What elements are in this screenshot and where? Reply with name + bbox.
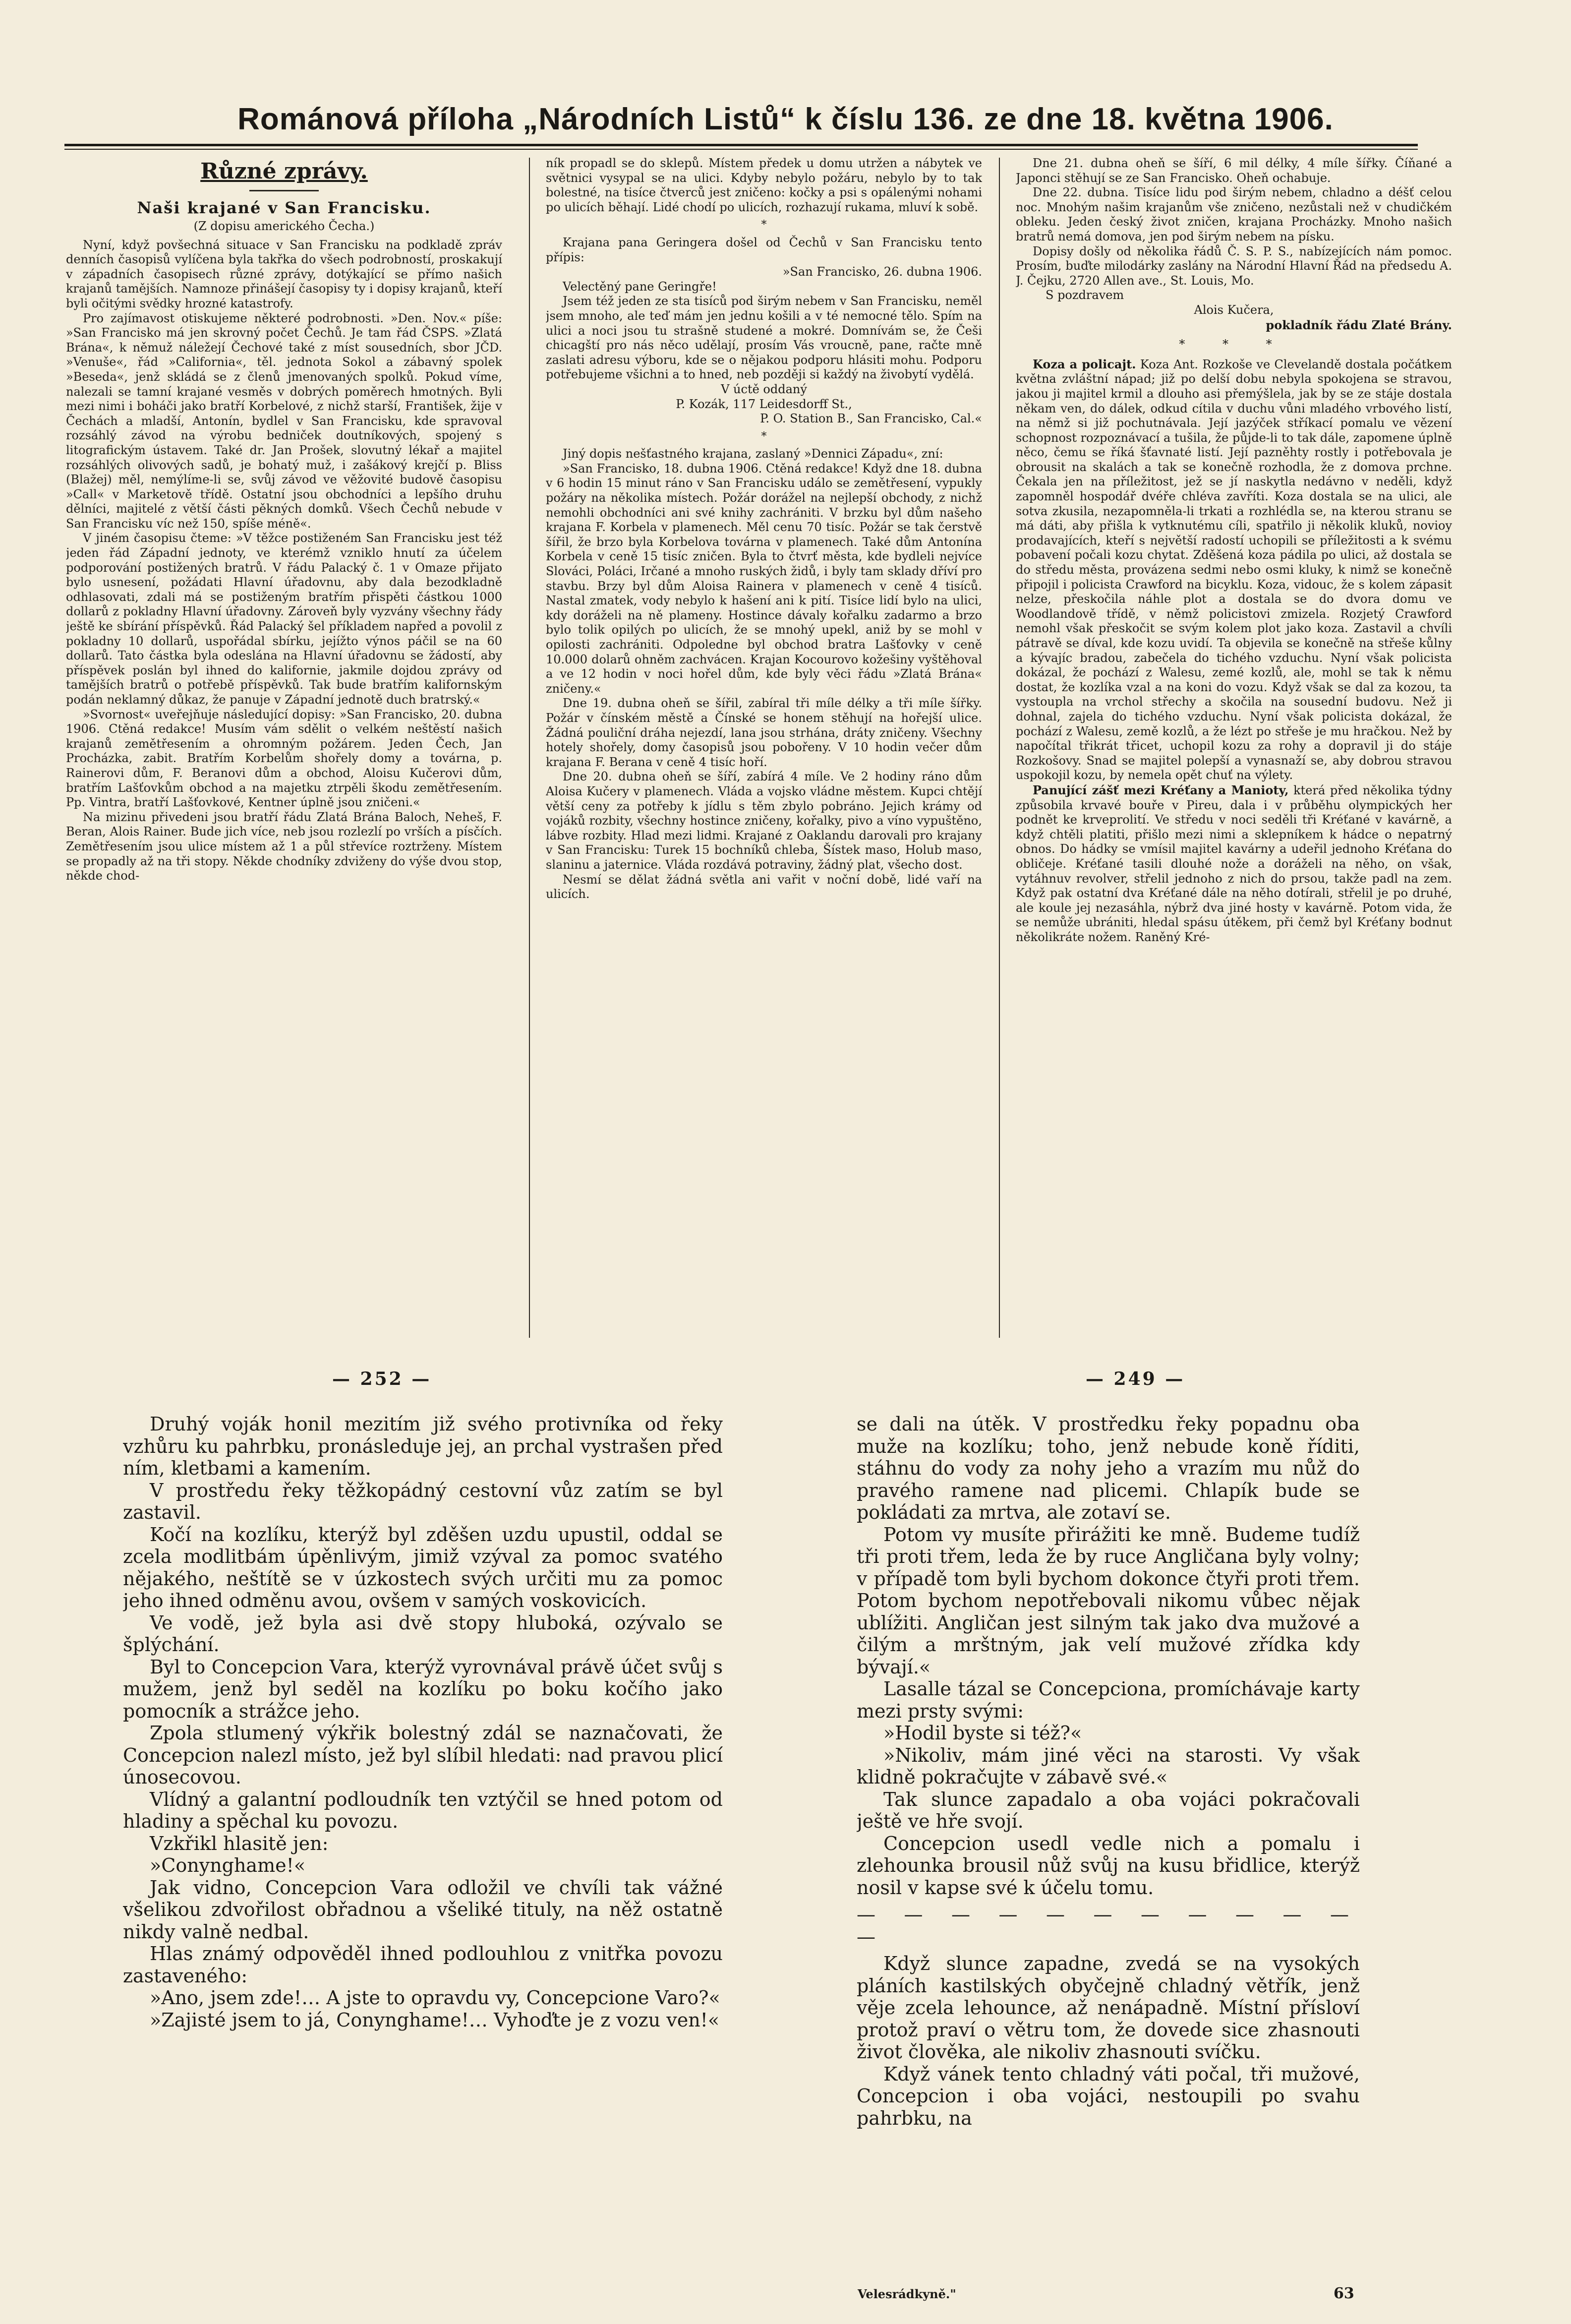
novel-paragraph: Druhý voják honil mezitím již svého protivníka od řeky vzhůru ku pahrbku, pronásleduje jej, an prchal vystrašen před ním, kletbami a kamením. [123, 1413, 723, 1479]
column-2 [546, 156, 982, 1336]
separator-star: * [761, 219, 767, 232]
novel-paragraph: V prostředu řeky těžkopádný cestovní vůz zatím se byl zastavil. [123, 1479, 723, 1523]
letter-closing: V úctě oddaný [721, 382, 807, 396]
novel-paragraph: Hlas známý odpověděl ihned podlouhlou z vnitřka povozu zastaveného: [123, 1943, 723, 1987]
novel-paragraph: »Ano, jsem zde!… A jste to opravdu vy, Concepcione Varo?« [150, 1987, 720, 2009]
letter-paragraph: »San Francisko, 18. dubna 1906. Ctěná redakce! Když dne 18. dubna v 6 hodin 15 minut ráno v San Francisku událo se zemětřesení, vypukly požáry na několika místech. Požár dorážel na nejlepší obchody, z nichž nemohli obchodníci ani své knihy zachrániti. V brzku byl dům našeho krajana F. Korbela v plamenech. Měl cenu 70 tisíc. Požár se tak čerstvě šířil, že brzo byla Korbelova továrna v plamenech. Také dům Antonína Korbela v ceně 15 tisíc zničen. Byla to čtvrť města, kde bydleli nejvíce Slováci, Poláci, Irčané a mnoho ruských židů, i byly tam sklady dříví pro stavbu. Brzy byl dům Aloisa Rainera v plamenech v ceně 4 tisíců. Nastal zmatek, vody nebylo k hašení ani k pití. Tisíce lidí bylo na ulici, kdy doráželi na ně plameny. Hostince dávaly kořalku zadarmo a brzo bylo tolik opilých po ulicích, že se mnohý upekl, aniž by se mohl v opilosti zachrániti. Odpoledne byl obchod bratra Lašťovky v ceně 10.000 dolarů ohněm zachvácen. Krajan Kocourovo kožešiny vyštěhoval a ve 12 hodin v noci hořel dům, kde byly věci řádu »Zlatá Brána« zničeny.« [546, 461, 982, 696]
novel-paragraph: Jak vidno, Concepcion Vara odložil ve chvíli tak vážné všelikou zdvořilost obřadnou a všeliké tituly, na něž ostatně nikdy valně nedbal. [123, 1876, 723, 1943]
letter-address: P. O. Station B., San Francisko, Cal.« [760, 412, 982, 426]
article-title: Naši krajané v San Francisku. [137, 198, 431, 217]
article-text: která před několika týdny způsobila krvavé bouře v Pireu, dala i v průběhu olympických her podnět ke krveprolití. Ve středu v noci seděli tři Kréťané v kavárně, a když chtěli platiti, přišlo mezi nimi a sklepníkem k hádce o nepatrný obnos. Do hádky se vmísil majitel kavárny a udeřil jednoho Kréťana do obličeje. Kréťané tasili dlouhé nože a doráželi na něho, on však, vytáhnuv revolver, střelil jednoho z nich do prsou, takže padl na zem. Když pak ostatní dva Kréťané dále na něho dotírali, střelil je po druhé, ale koule jej nezasáhla, nýbrž dva jiné hosty v kavárně. Potom vida, že se nemůže ubrániti, hledal spásu útěkem, při čemž byl Kréťany bodnut několikráte nožem. Raněný Kré- [1016, 783, 1452, 944]
novel-paragraph: Když slunce zapadne, zvedá se na vysokých pláních kastilských obyčejně chladný větřík, jenž věje zcela lehounce, až nenápadně. Místní přísloví protož praví o větru tom, že dovede sice zhasnouti život člověka, ale nikoliv zhasnouti svíčku. [857, 1953, 1360, 2063]
section-title: Různé zprávy. [200, 159, 368, 184]
article-paragraph [1016, 357, 1452, 783]
article-paragraph: Nyní, když povšechná situace v San Francisku na podkladě zpráv denních časopisů vylíčena byla takřka do všech podrobností, proskakují v západních časopisech různé zprávy, dotýkající se přímo našich krajanů tamějších. Namnoze přinášejí časopisy ty i dopisy krajanů, kteří byli očitými svědky hrozné katastrofy. [66, 238, 502, 310]
novel-paragraph: Když vánek tento chladný váti počal, tři mužové, Concepcion i oba vojáci, nestoupili po svahu pahrbku, na [857, 2063, 1360, 2129]
novel-paragraph: »Zajisté jsem to já, Conynghame!… Vyhoďte je z vozu ven!« [150, 2009, 720, 2031]
column-divider [529, 158, 530, 1338]
signature-mark: Velesrádkyně." [858, 2287, 956, 2301]
letter-date: »San Francisko, 26. dubna 1906. [782, 265, 982, 279]
novel-paragraph: Byl to Concepcion Vara, kterýž vyrovnával právě účet svůj s mužem, jenž byl seděl na kozlíku po boku kočího jako pomocník a strážce jeho. [123, 1656, 723, 1722]
separator-stars: * * * [1179, 337, 1289, 352]
header-rule [64, 144, 1418, 146]
novel-paragraph: Vzkřikl hlasitě jen: [150, 1832, 329, 1854]
article-paragraph: Pro zajímavost otiskujeme některé podrobnosti. »Den. Nov.« píše: »San Francisko má jen skrovný počet Čechů. Je tam řád ČSPS. »Zlatá Brána«, k němuž náležejí Čechové také z míst sousedních, sbor JČD. »Venuše«, řád »California«, těl. jednota Sokol a zábavný spolek »Beseda«, jenž skládá se z členů jmenovaných spolků. Pokud víme, nalezali se tamní krajané vesměs v dobrých poměrech hmotných. Byli mezi nimi i boháči jako bratří Korbelové, z nichž starší, František, žije v Čechách a mladší, Antonín, bydlel v San Francisku, kde spravoval rozsáhlý závod na výrobu bedniček doutníkových, spojený s litografickým ústavem. Také dr. Jan Prošek, slovutný lékař a majitel rozsáhlých olivových sadů, je bohatý muž, i zašákový krejčí p. Bliss (Blažej) měl, nemýlíme-li se, svůj závod ve věžovité budově časopisu »Call« v Marketově třídě. Ostatní jsou obchodníci a lepšího druhu dělníci, majitelé z větší části pěkných domků. Všech Čechů nebude v San Francisku víc než 150, spíše méně«. [66, 311, 502, 531]
article-paragraph: Dne 22. dubna. Tisíce lidu pod širým nebem, chladno a déšť celou noc. Mnohým našim krajanům vše zničeno, nezůstali než v chudičkém obleku. Jeden český život zničen, krajana Procházky. Mnoho našich bratrů nemá domova, jen pod širým nebem na písku. [1016, 185, 1452, 243]
novel-page-left [123, 1413, 723, 2276]
article-text: Koza Ant. Rozkoše ve Clevelandě dostala počátkem května zvláštní nápad; již po delší dobu nebyla spokojena se stravou, jakou ji majitel krmil a dlouho asi přemýšlela, jak by se ze stáje dostala někam ven, do dálek, odkud cítila v duchu vůni mladého vrbového listí, na němž si již pochutnávala. Její jazýček stříkací pomalu ve vězení schopnost rozpoznávací a tušila, že půjde-li to tak dále, zapomene úplně něco, čemu se říká šťavnaté listí. Její pazněhty rostly i potřebovala je obrousit na skalách a tak se konečně rozhodla, že z domova prchne. Čekala jen na příležitost, jež se jí naskytla nedávno v neděli, když zapomněl hospodář dvéře chléva zavříti. Koza dostala se na ulici, ale sotva zkusila, nezapomněla-li trkati a rozhlédla se, na kterou stranu se má dáti, aby přišla k vytknutému cíli, spatřilo ji několik kluků, novioy prodavajících, kteří s největší radostí uchopili se příležitosti a k svému pobavení počali kozu chytat. Zděšená koza pádila po ulici, až dostala se do středu města, provázena sedmi nebo osmi kluky, k nimž se konečně připojil i policista Crawford na bicyklu. Koza, vidouc, že s kolem zápasit nelze, přeskočila náhle plot a dostala se do dvora domu ve Woodlandově třídě, v němž policistovi zmizela. Rozjetý Crawford nemohl však přeskočit se svým kolem plot jako koza. Zastavil a chvíli pátravě se díval, kde kozu uvidí. Ta objevila se konečně na střeše kůlny a kývajíc bradou, zabečela do tichého vzduchu. Nyní však policista dokázal, že pochází z Walesu, zemé kozlů, ale, mohl se tak k němu dostat, že kozlíka vzal a na koni do vozu. Když však se dal za kozou, ta vystoupla na vrchol střechy a skočila na sousední budovu. Než ji dohnal, zajela do tichého vzduchu. Nyní však policista dokázal, že pochází z Walesu, země kozlů, a že lézt po střeše je mu hračkou. Než by napočítal třikrát třicet, uchopil kozu za rohy a dopravil ji do stáje Rozkošovy. Snad se majitel polepší a vynasnaží se, aby dobrou stravou uspokojil kozu, by nemela opět chuť na výlety. [1016, 357, 1452, 782]
novel-paragraph: Ve vodě, jež byla asi dvě stopy hluboká, ozývalo se šplýchání. [123, 1611, 723, 1656]
column-3 [1016, 156, 1452, 1336]
signoff-title: pokladník řádu Zlaté Brány. [1266, 317, 1452, 332]
letter-paragraph: Nesmí se dělat žádná světla ani vařit v noční době, lidé vaří na ulicích. [546, 872, 982, 901]
novel-paragraph: Tak slunce zapadalo a oba vojáci pokračovali ještě ve hře svojí. [857, 1788, 1360, 1832]
article-paragraph: Dne 21. dubna oheň se šíří, 6 mil délky, 4 míle šířky. Číňané a Japonci stěhují se ze San Francisko. Oheň ochabuje. [1016, 156, 1452, 185]
article-lead: Koza a policajt. [1033, 357, 1136, 371]
letter-intro: Jiný dopis nešťastného krajana, zaslaný »Dennici Západu«, zní: [563, 447, 943, 461]
letter-signature: P. Kozák, 117 Leidesdorff St., [676, 397, 852, 411]
novel-paragraph: »Nikoliv, mám jiné věci na starosti. Vy však klidně pokračujte v zábavě své.« [857, 1744, 1360, 1788]
article-paragraph: Na mizinu přivedeni jsou bratří řádu Zlatá Brána Baloch, Neheš, F. Beran, Alois Rainer. Bude jich více, neb jsou rozlezlí po vrších a písčích. Zemětřesením jsou ulice místem až 1 a půl střevíce roztrženy. Místem se propadly až na tři stopy. Někde chodníky zdviženy do výše dvou stop, někde chod- [66, 810, 502, 883]
supplement-header: Románová příloha „Národních Listů“ k číslu 136. ze dne 18. května 1906. [237, 102, 1334, 136]
header-rule-thin [64, 149, 1418, 150]
sheet-number: 63 [1334, 2285, 1354, 2302]
section-divider [249, 190, 319, 191]
article-lead: Panující zášť mezi Kréťany a Manioty, [1033, 782, 1289, 797]
letter-paragraph: Dne 19. dubna oheň se šířil, zabíral tři míle délky a tři míle šířky. Požár v čínském městě a Čínské se honem stěhují na hořejší ulice. Žádná pouliční dráha nejezdí, lana jsou strhána, dráty zničeny. Všechny hotely shořely, domy časopisů jsou pobořeny. V 10 hodin večer dům krajana F. Berana v ceně 4 tisíc hoří. [546, 696, 982, 769]
novel-paragraph: Concepcion usedl vedle nich a pomalu i zlehounka brousil nůž svůj na kusu břidlice, kterýž nosil v kapse své k účelu tomu. [857, 1832, 1360, 1899]
column-1 [66, 156, 502, 1336]
scene-break: — — — — — — — — — — — — [857, 1904, 1360, 1948]
article-paragraph: ník propadl se do sklepů. Místem předek u domu utržen a nábytek ve světnici vysypal se na ulici. Kdyby nebylo požáru, nebylo by to tak bolestné, na tisíce čtverců jest zničeno: kočky a psi s opálenými nohami po ulicích běhají. Lidé chodí po ulicích, rozhazují rukama, mluví k sobě. [546, 156, 982, 214]
article-paragraph: V jiném časopisu čteme: »V těžce postiženém San Francisku jest též jeden řád Západní jednoty, ve kterémž vzniklo hnutí za účelem podporování postižených bratrů. V řádu Palacký č. 1 v Omaze přijato bylo usnesení, požádati Hlavní úřadovnu, aby dala bezodkladně odhlasovati, zdali má se postiženým bratřím přispěti částkou 1000 dollarů z pokladny Hlavní úřadovny. Zároveň byly vyzvány všechny řády ještě ke sbírání příspěvků. Řád Palacký šel příkladem napřed a povolil z pokladny 10 dollarů, uspořádal sbírku, jejížto výnos páčil se na 60 dollarů. Tato částka byla odeslána na Hlavní úřadovnu se žádostí, aby příspěvek poslán byl ihned do kalifornie, jakmile dojdou zprávy od tamějších bratrů o potřebě příspěvků. Tak bude bratřím kalifornským podán neklamný důkaz, že panuje v Západní jednotě duch bratrský.« [66, 531, 502, 707]
letter-body: Jsem též jeden ze sta tisíců pod širým nebem v San Francisku, neměl jsem mnoho, ale teď mám jen jednu košili a v té nemocné tělo. Spím na ulici a noci jsou tu strašně studené a mokré. Domnívám se, že Češi chicagští pro nás něco udělají, prosím Vás vroucně, pane, račte mně zaslati adresu výboru, kde se o nějakou podporu hlásiti mohu. Podporu potřebujeme všichni a to hned, neb později si každý na živobytí vydělá. [546, 294, 982, 382]
novel-paragraph: Potom vy musíte přirážiti ke mně. Budeme tudíž tři proti třem, leda že by ruce Angličana byly volny; v případě tom byli bychom dokonce čtyři proti třem. Potom bychom nepotřebovali nikomu vůbec nějak ublížiti. Angličan jest silným tak jako dva mužové a čilým a mrštným, jak velí mužové zřídka kdy bývají.« [857, 1523, 1360, 1678]
letter-intro: Krajana pana Geringera došel od Čechů v San Francisku tento přípis: [546, 235, 982, 264]
signoff-name: Alois Kučera, [1194, 302, 1274, 317]
novel-page-right [857, 1413, 1360, 2276]
letter-salutation: Velectěný pane Geringře! [563, 279, 717, 294]
novel-paragraph: »Hodil byste si též?« [883, 1722, 1082, 1744]
article-subtitle: (Z dopisu amerického Čecha.) [193, 219, 375, 233]
novel-paragraph: Lasalle tázal se Concepciona, promíchávaje karty mezi prsty svými: [857, 1678, 1360, 1722]
page-number-left: — 252 — [332, 1369, 432, 1389]
novel-paragraph: Kočí na kozlíku, kterýž byl zděšen uzdu upustil, oddal se zcela modlitbám úpěnlivým, jimiž vzýval za pomoc svatého nějakého, neštítě se v úzkostech svých určiti mu za pomoc jeho ihned odměnu avou, ovšem v samých voskovicích. [123, 1523, 723, 1611]
novel-paragraph: Vlídný a galantní podloudník ten vztýčil se hned potom od hladiny a spěchal ku povozu. [123, 1788, 723, 1832]
novel-paragraph: se dali na útěk. V prostředku řeky popadnu oba muže na kozlíku; toho, jenž nebude koně říditi, stáhnu do vody za nohy jeho a vrazím mu nůž do pravého ramene nad plicemi. Chlapík bude se pokládati za mrtva, ale zotaví se. [857, 1413, 1360, 1523]
separator-star: * [761, 430, 767, 443]
novel-paragraph: »Conynghame!« [150, 1854, 306, 1876]
novel-paragraph: Zpola stlumený výkřik bolestný zdál se naznačovati, že Concepcion nalezl místo, jež byl slíbil hledati: nad pravou plicí únosecovou. [123, 1722, 723, 1788]
article-paragraph: Dopisy došly od několika řádů Č. S. P. S., nabízejících nám pomoc. Prosím, buďte milodárky zaslány na Národní Hlavní Řád na předsedu A. J. Čejku, 2720 Allen ave., St. Louis, Mo. [1016, 244, 1452, 288]
signoff-greeting: S pozdravem [1046, 288, 1124, 302]
letter-paragraph: Dne 20. dubna oheň se šíří, zabírá 4 míle. Ve 2 hodiny ráno dům Aloisa Kučery v plamenech. Vláda a vojsko vládne městem. Kupci chtějí větší ceny za potřeby k jídlu s těm zbylo pobráno. Jejich krámy od vojáků rozbity, všechny hostince zničeny, kořalky, pivo a víno vypuštěno, lábve rozbity. Hlad mezi lidmi. Krajané z Oaklandu darovali pro krajany v San Francisku: Turek 15 bochníků chleba, Šístek maso, Holub maso, slaninu a jaternice. Vláda rozdává potraviny, žádný plat, všecho dost. [546, 770, 982, 872]
article-paragraph [1016, 783, 1452, 945]
article-paragraph: »Svornost« uveřejňuje následující dopisy: »San Francisko, 20. dubna 1906. Ctěná redakce! Musím vám sdělit o velkém neštěstí našich krajanů zemětřesením a ohromným požárem. Jeden Čech, Jan Procházka, zabit. Bratřím Korbelům shořely domy a továrna, p. Rainerovi dům, F. Beranovi dům a obchod, Aloisu Kučerovi dům, bratřím Lašťovkům obchod a na majetku ztrpěli škodu zemětřesením. Pp. Vintra, bratří Lašťovkové, Kentner úplně jsou zničeni.« [66, 707, 502, 810]
page-number-right: — 249 — [1086, 1369, 1185, 1389]
column-divider [999, 158, 1000, 1338]
